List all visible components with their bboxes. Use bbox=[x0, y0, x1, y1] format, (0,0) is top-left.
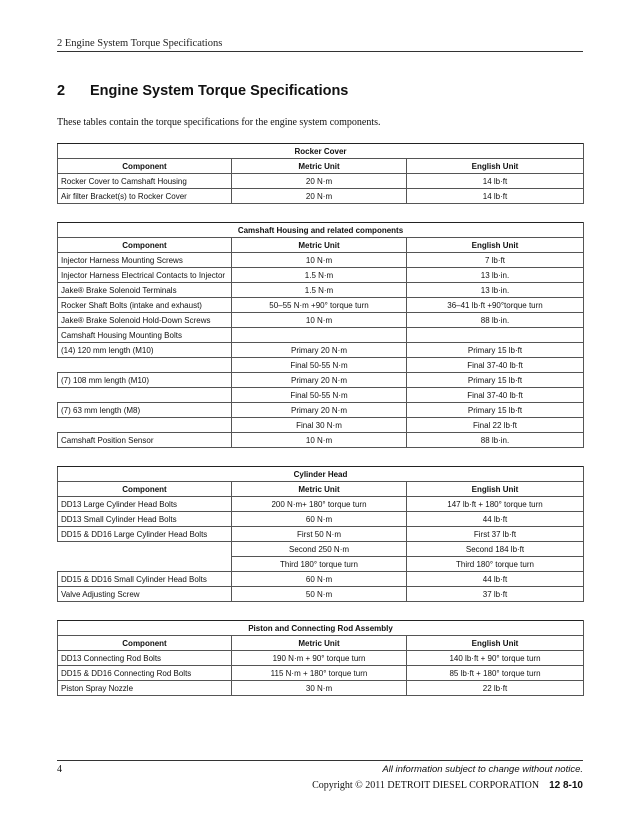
table-row bbox=[58, 418, 584, 433]
english-cell: 147 lb·ft + 180° torque turn bbox=[407, 497, 584, 512]
copyright-text: Copyright © 2011 DETROIT DIESEL CORPORATION bbox=[312, 780, 540, 791]
column-header-component: Component bbox=[58, 238, 232, 253]
table-row bbox=[58, 268, 584, 283]
piston-connecting-rod-table bbox=[57, 620, 584, 696]
table-title: Piston and Connecting Rod Assembly bbox=[58, 621, 584, 636]
english-cell: Primary 15 lb·ft bbox=[407, 373, 584, 388]
copyright-line bbox=[312, 780, 583, 791]
english-cell: 44 lb·ft bbox=[407, 512, 584, 527]
component-cell: Injector Harness Electrical Contacts to Injector bbox=[58, 268, 232, 283]
table-row bbox=[58, 587, 584, 602]
footer-rule bbox=[57, 760, 583, 761]
component-cell: DD15 & DD16 Connecting Rod Bolts bbox=[58, 666, 232, 681]
english-cell: 14 lb·ft bbox=[407, 174, 584, 189]
metric-cell: Primary 20 N·m bbox=[232, 403, 407, 418]
english-cell bbox=[407, 328, 584, 343]
page-number: 4 bbox=[57, 764, 62, 775]
component-cell bbox=[58, 557, 232, 572]
table-row bbox=[58, 253, 584, 268]
metric-cell: Final 30 N·m bbox=[232, 418, 407, 433]
metric-cell: Final 50-55 N·m bbox=[232, 388, 407, 403]
section-title-text: Engine System Torque Specifications bbox=[90, 83, 349, 99]
component-cell: DD15 & DD16 Small Cylinder Head Bolts bbox=[58, 572, 232, 587]
column-header-component: Component bbox=[58, 482, 232, 497]
english-cell: 88 lb·in. bbox=[407, 433, 584, 448]
column-header-metric-unit: Metric Unit bbox=[232, 482, 407, 497]
table-title: Camshaft Housing and related components bbox=[58, 223, 584, 238]
table-row bbox=[58, 189, 584, 204]
table-row bbox=[58, 343, 584, 358]
english-cell: Primary 15 lb·ft bbox=[407, 403, 584, 418]
metric-cell: 20 N·m bbox=[232, 189, 407, 204]
metric-cell: First 50 N·m bbox=[232, 527, 407, 542]
table-header-row bbox=[58, 238, 584, 253]
table-row bbox=[58, 433, 584, 448]
table-title-row bbox=[58, 467, 584, 482]
english-cell: First 37 lb·ft bbox=[407, 527, 584, 542]
component-cell: (7) 108 mm length (M10) bbox=[58, 373, 232, 388]
component-cell bbox=[58, 542, 232, 557]
table-header-row bbox=[58, 159, 584, 174]
english-cell: 140 lb·ft + 90° torque turn bbox=[407, 651, 584, 666]
column-header-metric-unit: Metric Unit bbox=[232, 159, 407, 174]
table-row bbox=[58, 283, 584, 298]
table-row bbox=[58, 527, 584, 542]
component-cell: DD13 Large Cylinder Head Bolts bbox=[58, 497, 232, 512]
table-row bbox=[58, 313, 584, 328]
table-row bbox=[58, 557, 584, 572]
component-cell: (7) 63 mm length (M8) bbox=[58, 403, 232, 418]
component-cell: Injector Harness Mounting Screws bbox=[58, 253, 232, 268]
component-cell: Rocker Cover to Camshaft Housing bbox=[58, 174, 232, 189]
table-row bbox=[58, 388, 584, 403]
english-cell: Final 37-40 lb·ft bbox=[407, 358, 584, 373]
metric-cell: Primary 20 N·m bbox=[232, 373, 407, 388]
metric-cell: 1.5 N·m bbox=[232, 283, 407, 298]
metric-cell: 60 N·m bbox=[232, 572, 407, 587]
component-cell: Valve Adjusting Screw bbox=[58, 587, 232, 602]
metric-cell: Primary 20 N·m bbox=[232, 343, 407, 358]
metric-cell: 30 N·m bbox=[232, 681, 407, 696]
metric-cell: 10 N·m bbox=[232, 253, 407, 268]
column-header-english-unit: English Unit bbox=[407, 159, 584, 174]
table-row bbox=[58, 681, 584, 696]
metric-cell: 60 N·m bbox=[232, 512, 407, 527]
metric-cell: 190 N·m + 90° torque turn bbox=[232, 651, 407, 666]
component-cell: Camshaft Position Sensor bbox=[58, 433, 232, 448]
camshaft-housing-table bbox=[57, 222, 584, 448]
column-header-component: Component bbox=[58, 636, 232, 651]
table-row bbox=[58, 497, 584, 512]
rocker-cover-table bbox=[57, 143, 584, 204]
component-cell: DD13 Connecting Rod Bolts bbox=[58, 651, 232, 666]
section-title bbox=[57, 83, 348, 99]
column-header-english-unit: English Unit bbox=[407, 482, 584, 497]
metric-cell: 10 N·m bbox=[232, 313, 407, 328]
metric-cell: 50 N·m bbox=[232, 587, 407, 602]
column-header-metric-unit: Metric Unit bbox=[232, 636, 407, 651]
intro-paragraph: These tables contain the torque specifications for the engine system components. bbox=[57, 117, 381, 128]
english-cell: Primary 15 lb·ft bbox=[407, 343, 584, 358]
column-header-english-unit: English Unit bbox=[407, 238, 584, 253]
english-cell: 22 lb·ft bbox=[407, 681, 584, 696]
column-header-english-unit: English Unit bbox=[407, 636, 584, 651]
component-cell bbox=[58, 388, 232, 403]
metric-cell: 20 N·m bbox=[232, 174, 407, 189]
english-cell: 85 lb·ft + 180° torque turn bbox=[407, 666, 584, 681]
english-cell: 13 lb·in. bbox=[407, 283, 584, 298]
document-version: 12 8-10 bbox=[549, 780, 583, 791]
metric-cell: Final 50-55 N·m bbox=[232, 358, 407, 373]
english-cell: 13 lb·in. bbox=[407, 268, 584, 283]
column-header-metric-unit: Metric Unit bbox=[232, 238, 407, 253]
component-cell bbox=[58, 358, 232, 373]
table-title: Cylinder Head bbox=[58, 467, 584, 482]
english-cell: 14 lb·ft bbox=[407, 189, 584, 204]
table-row bbox=[58, 373, 584, 388]
component-cell: Jake® Brake Solenoid Hold-Down Screws bbox=[58, 313, 232, 328]
table-title-row bbox=[58, 621, 584, 636]
english-cell: Final 22 lb·ft bbox=[407, 418, 584, 433]
component-cell: Air filter Bracket(s) to Rocker Cover bbox=[58, 189, 232, 204]
component-cell: Piston Spray Nozzle bbox=[58, 681, 232, 696]
metric-cell: Third 180° torque turn bbox=[232, 557, 407, 572]
english-cell: Final 37-40 lb·ft bbox=[407, 388, 584, 403]
table-row bbox=[58, 512, 584, 527]
table-title-row bbox=[58, 144, 584, 159]
metric-cell: Second 250 N·m bbox=[232, 542, 407, 557]
component-cell: Jake® Brake Solenoid Terminals bbox=[58, 283, 232, 298]
column-header-component: Component bbox=[58, 159, 232, 174]
english-cell: 44 lb·ft bbox=[407, 572, 584, 587]
table-row bbox=[58, 328, 584, 343]
section-number: 2 bbox=[57, 83, 66, 99]
english-cell: Third 180° torque turn bbox=[407, 557, 584, 572]
metric-cell bbox=[232, 328, 407, 343]
metric-cell: 200 N·m+ 180° torque turn bbox=[232, 497, 407, 512]
english-cell: 7 lb·ft bbox=[407, 253, 584, 268]
notice-text: All information subject to change without notice. bbox=[382, 764, 583, 775]
component-cell: Rocker Shaft Bolts (intake and exhaust) bbox=[58, 298, 232, 313]
component-cell: DD13 Small Cylinder Head Bolts bbox=[58, 512, 232, 527]
table-header-row bbox=[58, 636, 584, 651]
component-cell: (14) 120 mm length (M10) bbox=[58, 343, 232, 358]
table-row bbox=[58, 572, 584, 587]
table-header-row bbox=[58, 482, 584, 497]
table-row bbox=[58, 651, 584, 666]
table-row bbox=[58, 542, 584, 557]
component-cell bbox=[58, 418, 232, 433]
component-cell: Camshaft Housing Mounting Bolts bbox=[58, 328, 232, 343]
table-row bbox=[58, 403, 584, 418]
metric-cell: 1.5 N·m bbox=[232, 268, 407, 283]
table-title-row bbox=[58, 223, 584, 238]
english-cell: 88 lb·in. bbox=[407, 313, 584, 328]
running-head: 2 Engine System Torque Specifications bbox=[57, 38, 223, 49]
table-title: Rocker Cover bbox=[58, 144, 584, 159]
table-row bbox=[58, 358, 584, 373]
table-row bbox=[58, 174, 584, 189]
english-cell: 36–41 lb·ft +90°torque turn bbox=[407, 298, 584, 313]
metric-cell: 50–55 N·m +90° torque turn bbox=[232, 298, 407, 313]
metric-cell: 115 N·m + 180° torque turn bbox=[232, 666, 407, 681]
table-row bbox=[58, 298, 584, 313]
metric-cell: 10 N·m bbox=[232, 433, 407, 448]
english-cell: Second 184 lb·ft bbox=[407, 542, 584, 557]
cylinder-head-table bbox=[57, 466, 584, 602]
component-cell: DD15 & DD16 Large Cylinder Head Bolts bbox=[58, 527, 232, 542]
header-rule bbox=[57, 51, 583, 52]
english-cell: 37 lb·ft bbox=[407, 587, 584, 602]
table-row bbox=[58, 666, 584, 681]
